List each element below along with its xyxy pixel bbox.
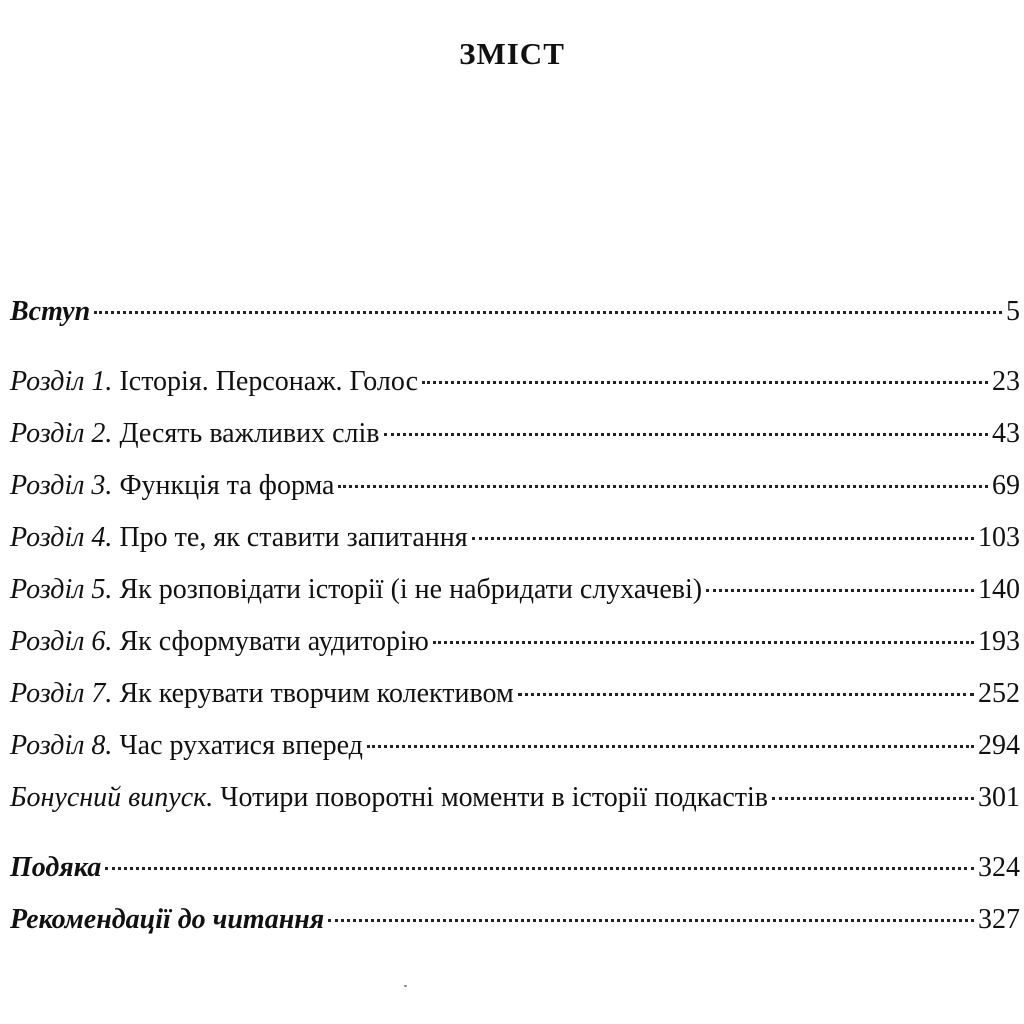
toc-entry-title: Десять важливих слів: [119, 418, 380, 449]
toc-entry-label: [10, 850, 101, 886]
toc-entry-lead: Розділ 8.: [10, 730, 113, 761]
toc-entry-bonus[interactable]: [10, 780, 1020, 832]
dot-leader: [422, 381, 988, 384]
toc-entry-recommended-reading[interactable]: [10, 902, 1020, 954]
toc-entry-title: Чотири поворотні моменти в історії подкастів: [220, 782, 769, 813]
toc-entry-lead: Розділ 7.: [10, 678, 113, 709]
toc-entry-chapter-7[interactable]: [10, 676, 1020, 728]
toc-entry-page: 327: [978, 904, 1020, 935]
toc-entry-page: 140: [978, 574, 1020, 605]
dot-leader: [338, 485, 988, 488]
toc-entry-label: [10, 624, 429, 660]
toc-entry-chapter-1[interactable]: [10, 364, 1020, 416]
dot-leader: [433, 641, 974, 644]
toc-entry-lead: Бонусний випуск.: [10, 782, 214, 813]
toc-entry-page: 324: [978, 852, 1020, 883]
dot-leader: [367, 745, 974, 748]
dot-leader: [384, 433, 988, 436]
dot-leader: [772, 797, 974, 800]
toc-entry-chapter-6[interactable]: [10, 624, 1020, 676]
toc-entry-label: [10, 728, 363, 764]
toc-entry-label: [10, 902, 324, 938]
toc-entry-title: Історія. Персонаж. Голос: [119, 366, 419, 397]
toc-entry-label: [10, 294, 90, 330]
dot-leader: [94, 311, 1002, 314]
toc-entry-title: Як керувати творчим колективом: [119, 678, 514, 709]
toc-entry-page: 193: [978, 626, 1020, 657]
table-of-contents: [10, 294, 1020, 954]
toc-entry-chapter-5[interactable]: [10, 572, 1020, 624]
dot-leader: [472, 537, 974, 540]
toc-entry-lead: Розділ 6.: [10, 626, 113, 657]
dot-leader: [105, 867, 974, 870]
toc-entry-lead: Розділ 1.: [10, 366, 113, 397]
toc-entry-lead: Розділ 4.: [10, 522, 113, 553]
toc-entry-label: [10, 780, 768, 816]
toc-entry-title: Час рухатися вперед: [119, 730, 363, 761]
toc-entry-page: 43: [992, 418, 1020, 449]
toc-entry-title: Про те, як ставити запитання: [119, 522, 468, 553]
toc-entry-page: 252: [978, 678, 1020, 709]
dot-leader: [706, 589, 974, 592]
toc-entry-lead: Розділ 3.: [10, 470, 113, 501]
toc-entry-label: [10, 364, 418, 400]
toc-entry-label: [10, 676, 514, 712]
dot-leader: [518, 693, 974, 696]
toc-entry-title: Функція та форма: [119, 470, 335, 501]
toc-entry-page: 103: [978, 522, 1020, 553]
toc-entry-label: [10, 520, 468, 556]
toc-entry-intro[interactable]: [10, 294, 1020, 346]
toc-entry-chapter-3[interactable]: [10, 468, 1020, 520]
toc-entry-lead: Вступ: [10, 296, 91, 327]
toc-entry-lead: Подяка: [10, 852, 102, 883]
toc-entry-page: 5: [1006, 296, 1020, 327]
toc-entry-label: [10, 468, 334, 504]
page-title: ЗМІСТ: [459, 36, 565, 71]
toc-entry-acknowledgements[interactable]: [10, 850, 1020, 902]
toc-entry-lead: Рекомендації до читання: [10, 904, 325, 935]
paper-speck: [404, 985, 407, 987]
toc-entry-page: 294: [978, 730, 1020, 761]
toc-entry-chapter-8[interactable]: [10, 728, 1020, 780]
toc-entry-page: 69: [992, 470, 1020, 501]
toc-entry-lead: Розділ 5.: [10, 574, 113, 605]
toc-entry-chapter-4[interactable]: [10, 520, 1020, 572]
toc-entry-lead: Розділ 2.: [10, 418, 113, 449]
toc-entry-page: 301: [978, 782, 1020, 813]
dot-leader: [328, 919, 974, 922]
toc-entry-title: Як сформувати аудиторію: [119, 626, 429, 657]
toc-entry-label: [10, 416, 380, 452]
toc-entry-page: 23: [992, 366, 1020, 397]
toc-entry-chapter-2[interactable]: [10, 416, 1020, 468]
toc-entry-title: Як розповідати історії (і не набридати слухачеві): [119, 574, 703, 605]
toc-entry-label: [10, 572, 702, 608]
